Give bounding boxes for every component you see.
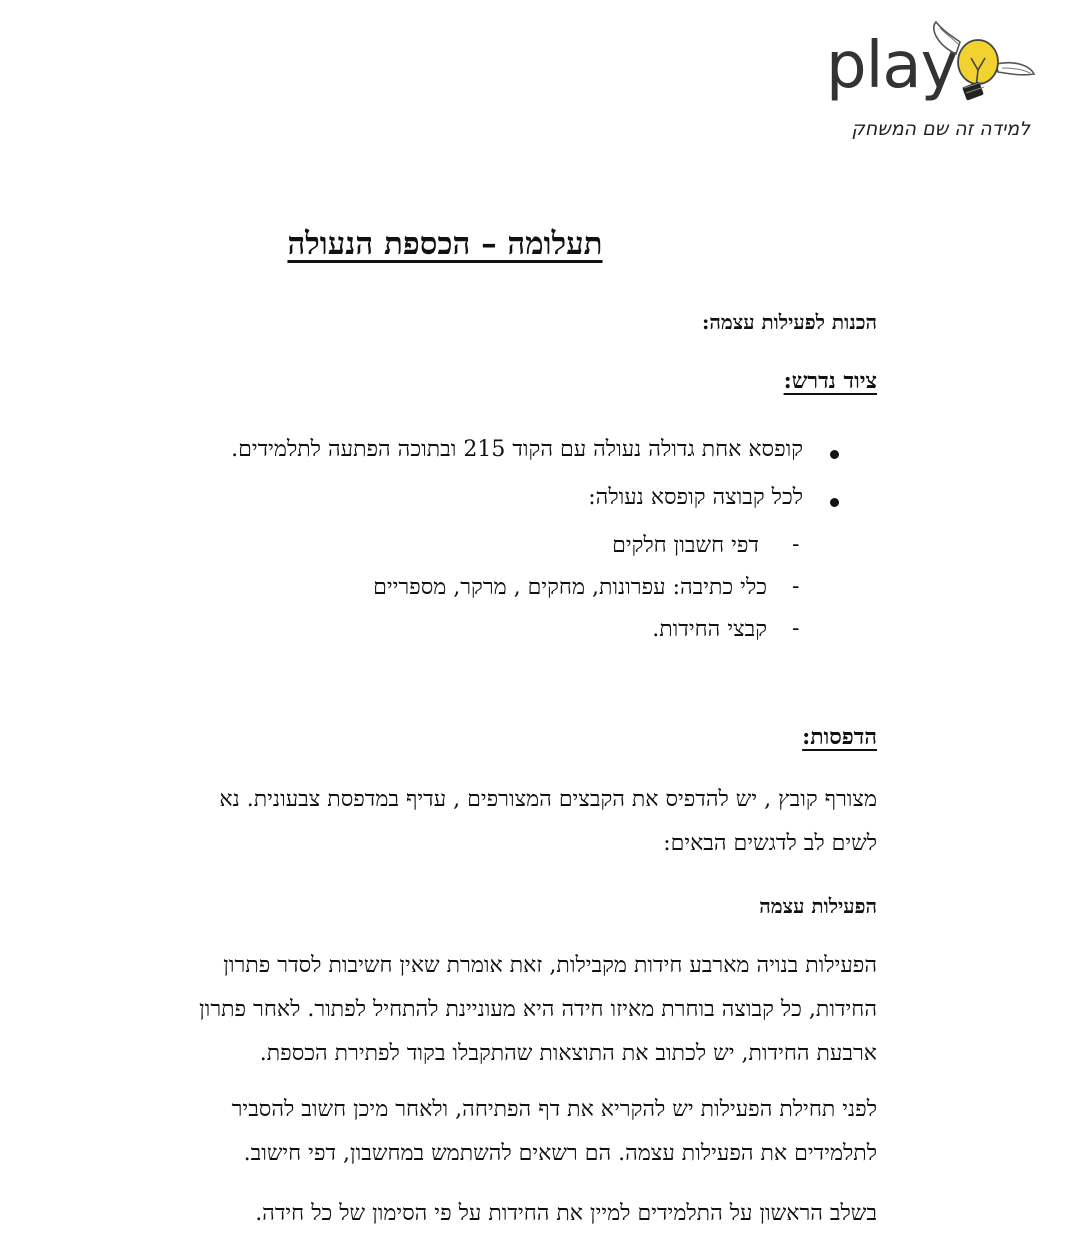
dash-marker: - <box>792 532 800 557</box>
page-title: תעלומה – הכספת הנעולה <box>287 226 603 262</box>
equipment-bullet-1: קופסא אחת גדולה נעולה עם הקוד 215 ובתוכה הפתעה לתלמידים. <box>231 437 803 462</box>
prep-heading: הכנות לפעילות עצמה: <box>701 310 877 334</box>
equipment-subitem-3: קבצי החידות. <box>652 617 767 642</box>
equipment-heading: ציוד נדרש: <box>783 368 877 394</box>
activity-heading: הפעילות עצמה <box>759 894 877 918</box>
bullet-dot <box>830 498 839 507</box>
equipment-subitem-2: כלי כתיבה: עפרונות, מחקים , מרקר, מספריים <box>373 575 767 600</box>
activity-para2-line1: לפני תחילת הפעילות יש להקריא את דף הפתיחה, ולאחר מיכן חשוב להסביר <box>231 1097 877 1122</box>
equipment-subitem-1: דפי חשבון חלקים <box>612 533 759 558</box>
printing-line-1: מצורף קובץ , יש להדפיס את הקבצים המצורפים , עדיף במדפסת צבעונית. נא <box>219 787 877 812</box>
logo-tagline: למידה זה שם המשחק <box>851 118 1030 140</box>
activity-para1-line1: הפעילות בנויה מארבע חידות מקבילות, זאת אומרת שאין חשיבות לסדר פתרון <box>223 953 877 978</box>
dash-marker: - <box>792 616 800 641</box>
activity-para2-line2: לתלמידים את הפעילות עצמה. הם רשאים להשתמש במחשבון, דפי חישוב. <box>243 1141 877 1166</box>
activity-para1-line2: החידות, כל קבוצה בוחרת מאיזו חידה היא מעוניינת להתחיל לפתור. לאחר פתרון <box>199 997 877 1022</box>
printing-line-2: לשים לב לדגשים הבאים: <box>663 831 877 856</box>
printing-heading: הדפסות: <box>802 724 877 750</box>
bullet-dot <box>830 450 839 459</box>
equipment-bullet-2: לכל קבוצה קופסא נעולה: <box>588 485 803 510</box>
logo-wordmark: play <box>826 29 958 103</box>
activity-para1-line3: ארבעת החידות, יש לכתוב את התוצאות שהתקבלו בקוד לפתירת הכספת. <box>259 1041 877 1066</box>
play-logo <box>818 14 1040 144</box>
dash-marker: - <box>792 574 800 599</box>
activity-para3-line1: בשלב הראשון על התלמידים למיין את החידות על פי הסימון של כל חידה. <box>255 1201 877 1226</box>
lightbulb-icon <box>926 14 1038 114</box>
